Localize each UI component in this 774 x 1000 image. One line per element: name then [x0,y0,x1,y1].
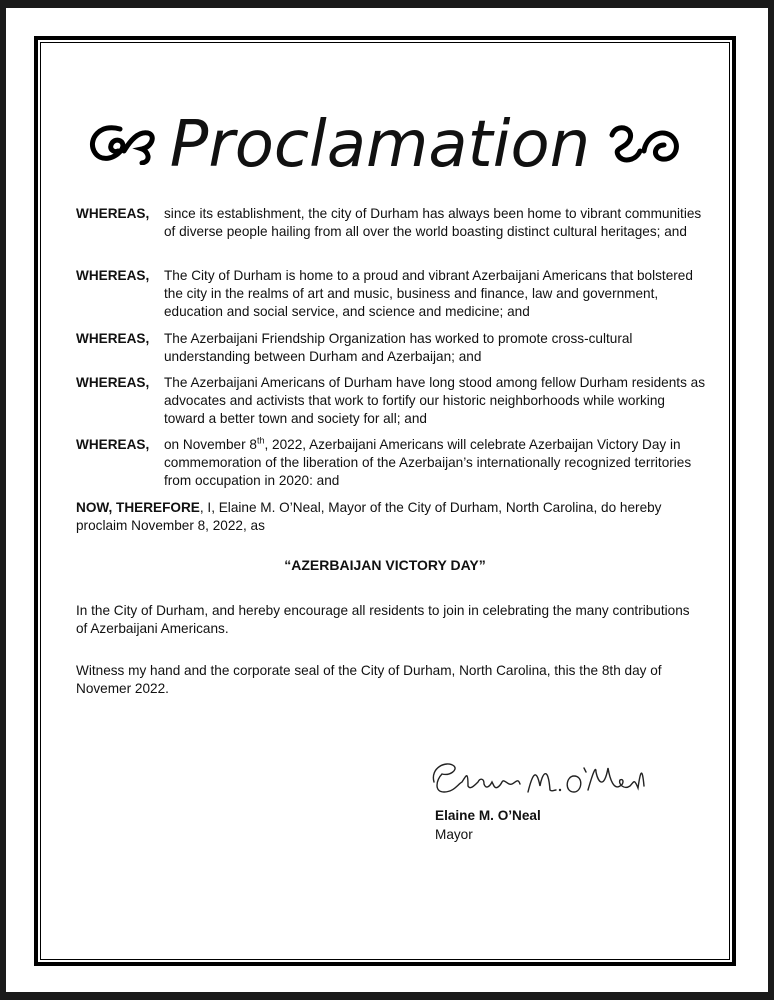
signer-name: Elaine M. O’Neal [435,808,541,823]
clause5-pre: on November 8 [164,437,257,452]
whereas-label: WHEREAS, [76,331,150,346]
whereas-label: WHEREAS, [76,268,150,283]
whereas-text: The Azerbaijani Americans of Durham have long stood among fellow Durham residents as advocates and activists that work to fortify our historic neighborhoods while working toward a better town and society for all; and [164,375,706,426]
mayor-signature [428,756,648,802]
now-therefore-label: NOW, THEREFORE [76,500,200,515]
now-therefore-paragraph [76,499,696,535]
ornament-left-icon [86,108,156,188]
whereas-label: WHEREAS, [76,437,150,452]
whereas-label: WHEREAS, [76,206,150,221]
encourage-paragraph: In the City of Durham, and hereby encourage all residents to join in celebrating the many contributions of Azerbaijani Americans. [76,603,690,636]
clause5-post: , 2022, Azerbaijani Americans will celebrate Azerbaijan Victory Day in commemoration of the liberation of the Azerbaijan’s internationally recognized territories from occupation in 2020: and [164,437,692,488]
ornament-right-icon [604,108,684,188]
document-title-row [40,105,730,188]
clause5-sup: th [256,435,265,446]
whereas-text: The City of Durham is home to a proud and vibrant Azerbaijani Americans that bolstered the city in the realms of art and music, business and finance, law and government, education and social service, and science and medicine; and [164,268,693,319]
witness-paragraph: Witness my hand and the corporate seal of the City of Durham, North Carolina, this the 8th day of Novemer 2022. [76,663,662,696]
whereas-text [164,436,709,490]
whereas-text: since its establishment, the city of Durham has always been home to vibrant communities of diverse people hailing from all over the world boasting distinct cultural heritages; and [164,206,702,239]
whereas-text: The Azerbaijani Friendship Organization has worked to promote cross-cultural understanding between Durham and Azerbaijan; and [164,331,633,364]
whereas-label: WHEREAS, [76,375,150,390]
now-therefore-text: , I, Elaine M. O’Neal, Mayor of the City of Durham, North Carolina, do hereby proclaim November 8, 2022, as [76,500,662,533]
document-title: Proclamation [169,108,591,182]
signer-title: Mayor [435,827,473,842]
proclamation-heading: “AZERBAIJAN VICTORY DAY” [284,557,486,573]
